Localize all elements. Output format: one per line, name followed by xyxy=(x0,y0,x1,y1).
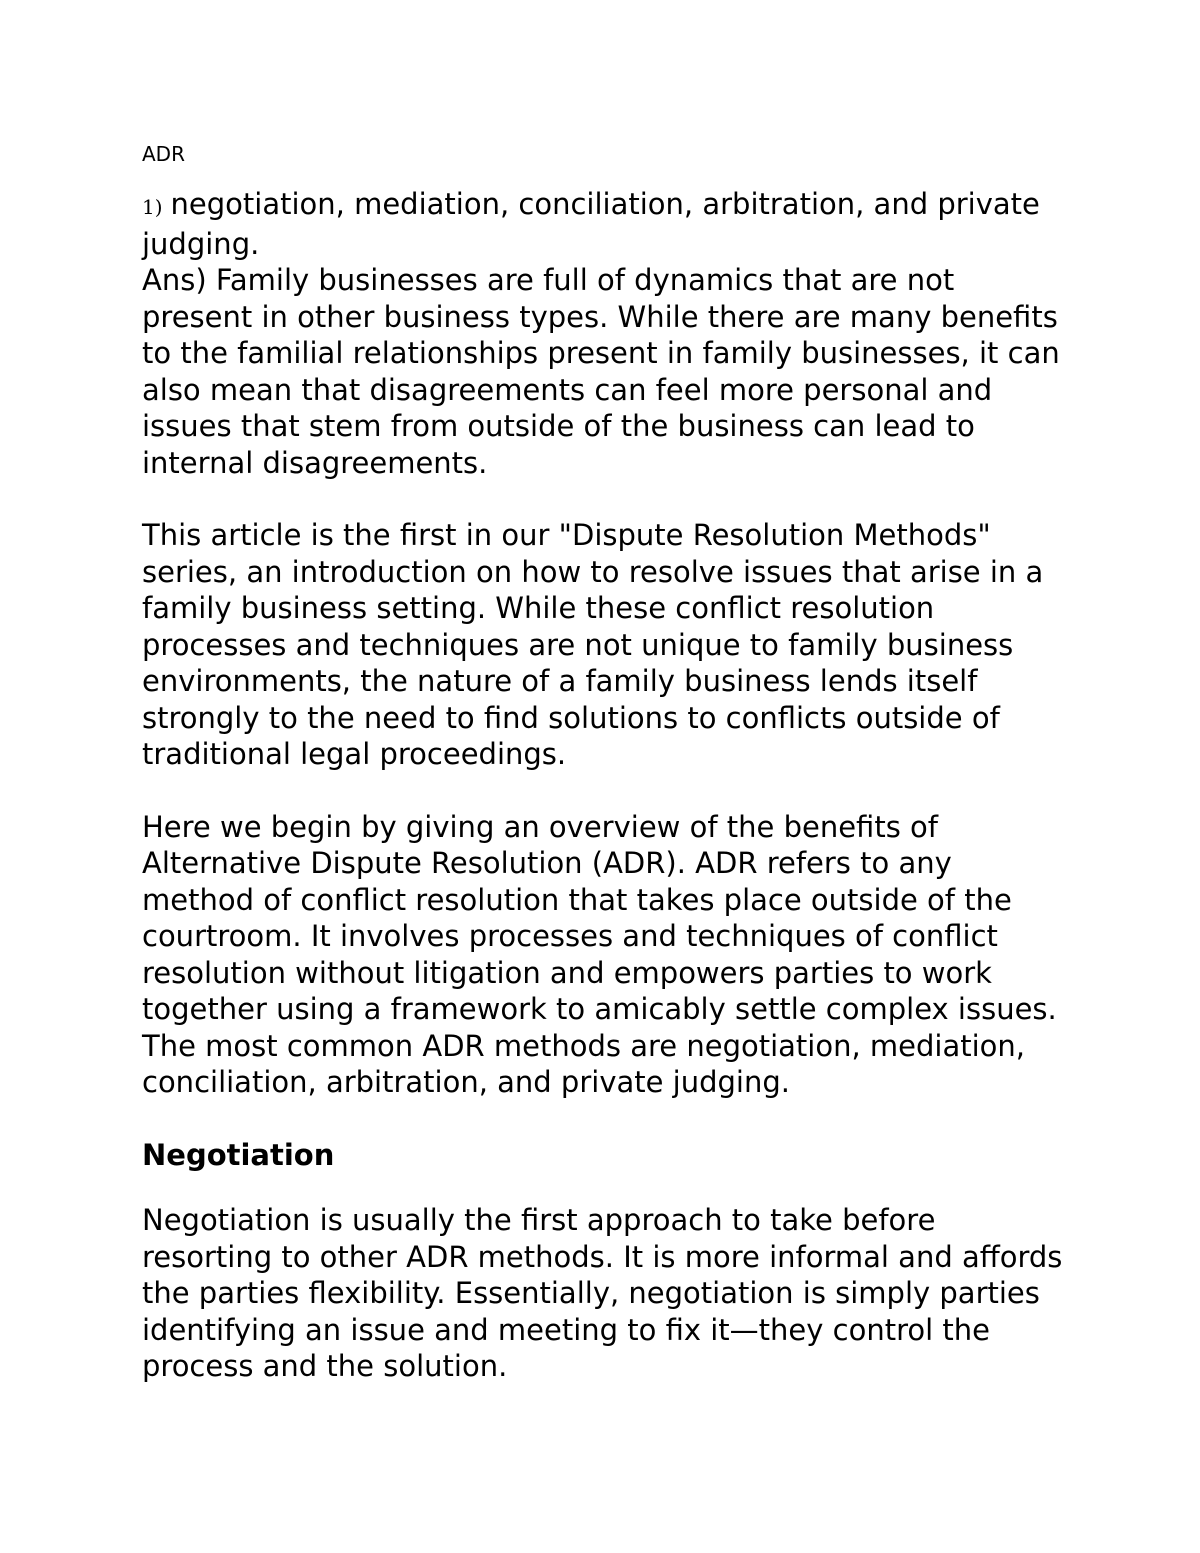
section-heading-negotiation: Negotiation xyxy=(142,1137,335,1172)
question-line xyxy=(142,186,1072,262)
paragraph-adr-overview: Here we begin by giving an overview of the benefits of Alternative Dispute Resolution (ADR). ADR refers to any method of conflict resolution that takes place outside of the courtroom. It involves processes and techniques of conflict resolution without litigation and empowers parties to work together using a framework to amicably settle complex issues. The most common ADR methods are negotiation, mediation, conciliation, arbitration, and private judging. xyxy=(142,809,1057,1099)
paragraph-dispute-resolution-series: This article is the first in our "Dispute Resolution Methods" series, an introduction on how to resolve issues that arise in a family business setting. While these conflict resolution processes and techniques are not unique to family business environments, the nature of a family business lends itself strongly to the need to find solutions to conflicts outside of traditional legal proceedings. xyxy=(142,518,1044,771)
question-text: negotiation, mediation, conciliation, arbitration, and private judging. xyxy=(142,187,1040,261)
paragraph-negotiation: Negotiation is usually the first approach to take before resorting to other ADR methods. It is more informal and affords the parties flexibility. Essentially, negotiation is simply parties identifying an issue and meeting to fix it—they control the process and the solution. xyxy=(142,1203,1063,1383)
document-body xyxy=(142,136,1072,1421)
answer-paragraph: Ans) Family businesses are full of dynamics that are not present in other business types. While there are many benefits to the familial relationships present in family businesses, it can also mean that disagreements can feel more personal and issues that stem from outside of the business can lead to internal disagreements. xyxy=(142,263,1060,480)
question-number: 1) xyxy=(142,195,163,219)
document-header: ADR xyxy=(142,142,185,166)
